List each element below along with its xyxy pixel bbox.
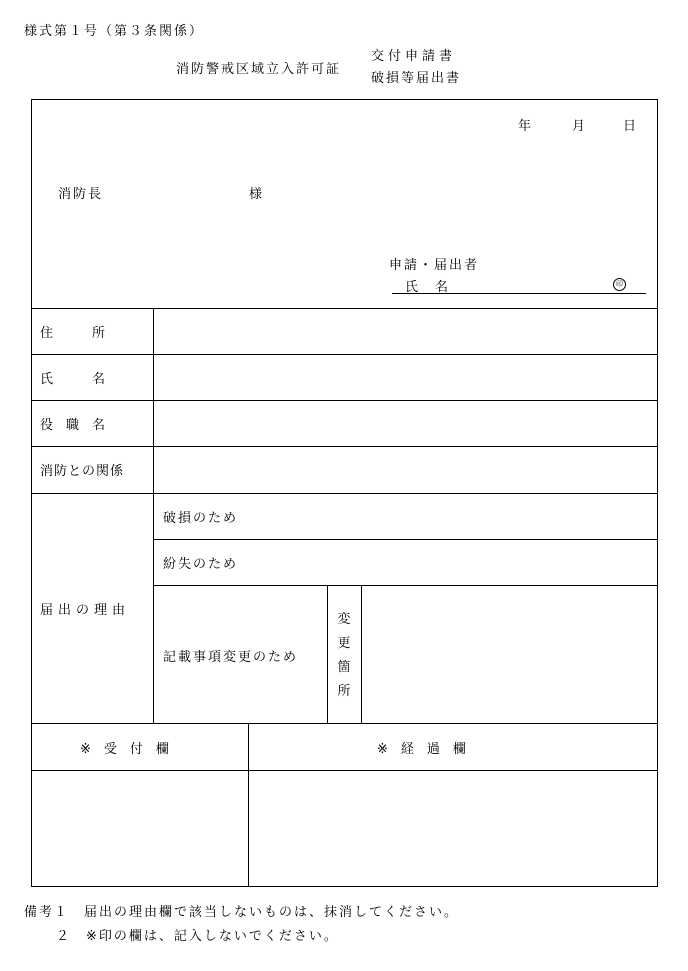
column-divider (248, 723, 249, 887)
form-number: 様式第１号（第３条関係） (24, 24, 205, 39)
addressee: 消防長 (58, 187, 104, 202)
applicant-name-underline (392, 293, 646, 294)
column-divider (327, 585, 328, 723)
divider (31, 308, 658, 309)
divider (31, 770, 658, 771)
change-place-label (336, 608, 352, 704)
divider (31, 400, 658, 401)
seal-mark: 印 (613, 278, 626, 291)
change-place-char: 更 (337, 636, 351, 651)
note-2: ２ ※印の欄は、記入しないでください。 (56, 929, 339, 944)
honorific: 様 (249, 187, 263, 202)
address-label: 住 所 (40, 326, 106, 341)
change-place-char: 所 (337, 684, 351, 699)
applicant-name-label: 氏 名 (405, 280, 451, 295)
form-title: 消防警戒区域立入許可証 (176, 62, 342, 77)
change-place-char: 変 (337, 612, 351, 627)
position-label: 役 職 名 (40, 418, 106, 433)
relation-label: 消防との関係 (40, 464, 125, 479)
reason-changed: 記載事項変更のため (163, 650, 299, 665)
title-option-issue: 交付申請書 (371, 49, 457, 64)
column-divider (361, 585, 362, 723)
applicant-label: 申請・届出者 (389, 258, 480, 273)
divider (31, 493, 658, 494)
title-option-damage: 破損等届出書 (371, 71, 462, 86)
name-label: 氏 名 (40, 372, 106, 387)
note-1: 備考１ 届出の理由欄で該当しないものは、抹消してください。 (24, 905, 460, 920)
date-day: 日 (623, 119, 637, 134)
divider (31, 723, 658, 724)
divider (31, 446, 658, 447)
date-year: 年 (518, 119, 532, 134)
reception-label: ※ 受 付 欄 (80, 742, 169, 757)
reason-lost: 紛失のため (163, 557, 239, 572)
date-month: 月 (572, 119, 586, 134)
reason-label: 届出の理由 (40, 603, 131, 618)
reason-damaged: 破損のため (163, 511, 239, 526)
divider (153, 539, 658, 540)
progress-label: ※ 経 過 欄 (377, 742, 466, 757)
divider (31, 354, 658, 355)
column-divider (153, 308, 154, 723)
divider (153, 585, 658, 586)
change-place-char: 箇 (337, 660, 351, 675)
